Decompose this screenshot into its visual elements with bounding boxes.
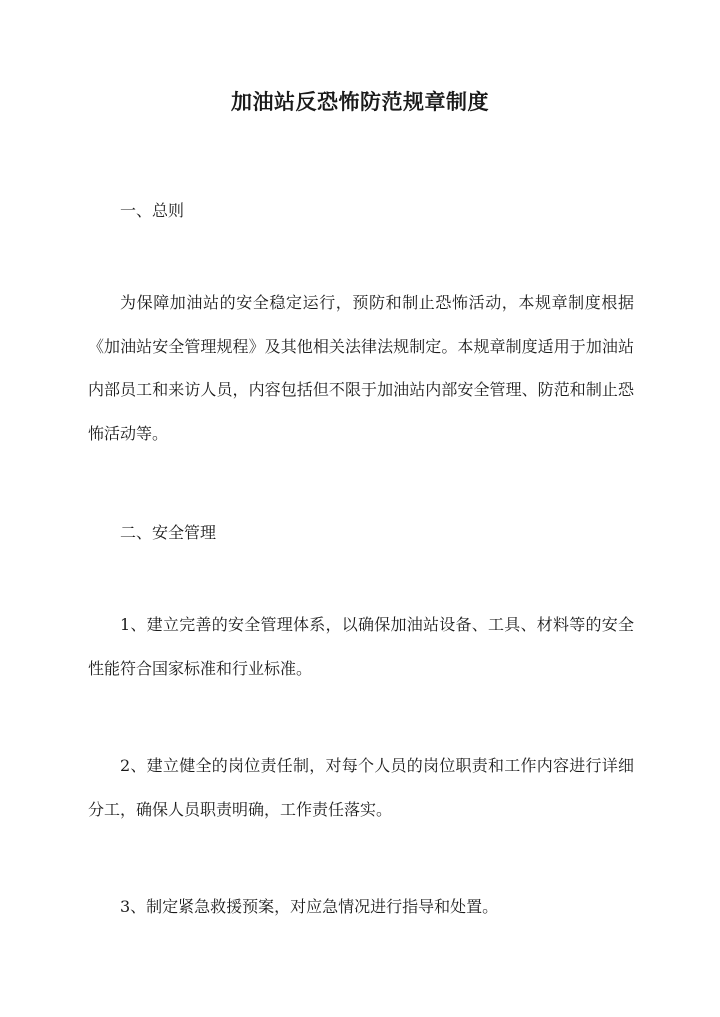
safety-item-1: 1、建立完善的安全管理体系，以确保加油站设备、工具、材料等的安全性能符合国家标准和行业标准。 (88, 615, 634, 678)
safety-item-2: 2、建立健全的岗位责任制，对每个人员的岗位职责和工作内容进行详细分工，确保人员职责明确，工作责任落实。 (88, 756, 634, 819)
safety-item-3: 3、制定紧急救援预案，对应急情况进行指导和处置。 (120, 897, 499, 916)
section-heading-general: 一、总则 (120, 201, 185, 220)
section-heading-safety-management: 二、安全管理 (120, 523, 217, 542)
general-paragraph: 为保障加油站的安全稳定运行，预防和制止恐怖活动，本规章制度根据《加油站安全管理规程》及其他相关法律法规制定。本规章制度适用于加油站内部员工和来访人员，内容包括但不限于加油站内部安全管理、防范和制止恐怖活动等。 (88, 293, 634, 444)
document-title: 加油站反恐怖防范规章制度 (231, 89, 489, 114)
